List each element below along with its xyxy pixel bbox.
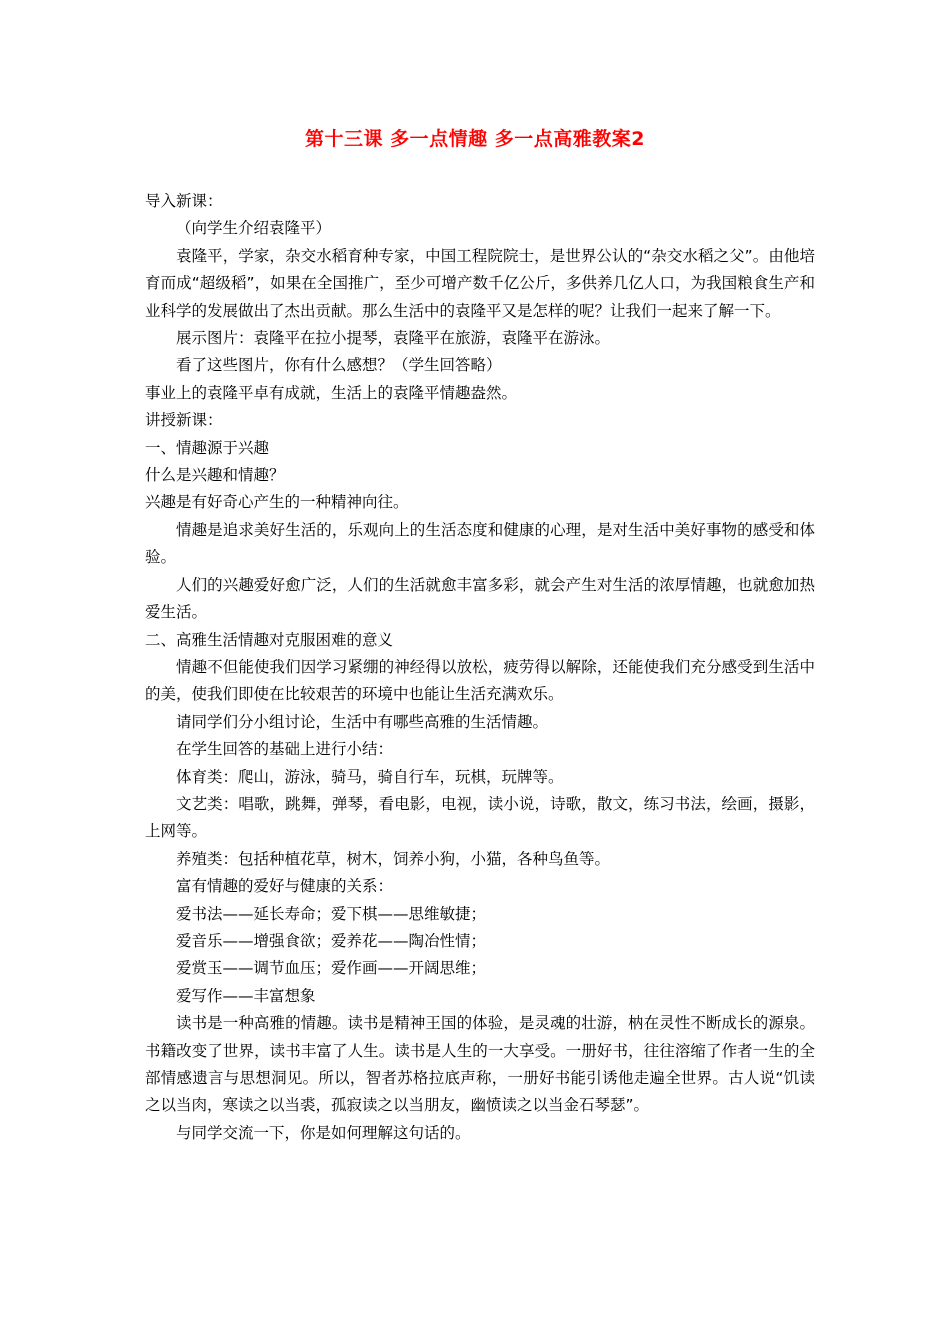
document-body xyxy=(145,188,815,1147)
list-item: 文艺类：唱歌，跳舞，弹琴，看电影，电视，读小说，诗歌，散文，练习书法，绘画，摄影，上网等。 xyxy=(145,794,815,841)
paragraph: 情趣不但能使我们因学习紧绷的神经得以放松，疲劳得以解除，还能使我们充分感受到生活中的美，使我们即使在比较艰苦的环境中也能让生活充满欢乐。 xyxy=(145,657,815,704)
list-item: 爱书法——延长寿命；爱下棋——思维敏捷； xyxy=(176,904,487,923)
page-title: 第十三课 多一点情趣 多一点高雅教案2 xyxy=(305,128,645,150)
list-item: 爱音乐——增强食欲；爱养花——陶冶性情； xyxy=(176,931,487,950)
list-item: 爱写作——丰富想象 xyxy=(176,986,316,1005)
paragraph: 读书是一种高雅的情趣。读书是精神王国的体验，是灵魂的壮游，枘在灵性不断成长的源泉。书籍改变了世界，读书丰富了人生。读书是人生的一大享受。一册好书，往往溶缩了作者一生的全部情感遗言与思想洞见。所以，智者苏格拉底声称，一册好书能引诱他走遍全世界。古人说“饥读之以当肉，寒读之以当裘，孤寂读之以当朋友，幽愤读之以当金石琴瑟”。 xyxy=(145,1014,815,1115)
paragraph: 袁隆平，学家，杂交水稻育种专家，中国工程院院士，是世界公认的“杂交水稻之父”。由他培育而成“超级稻”，如果在全国推广，至少可增产数千亿公斤，多供养几亿人口，为我国粮食生产和业科学的发展做出了杰出贡献。那么生活中的袁隆平又是怎样的呢？让我们一起来了解一下。 xyxy=(145,246,815,320)
paragraph: 什么是兴趣和情趣？ xyxy=(145,466,285,485)
section-heading: 一、情趣源于兴趣 xyxy=(145,438,270,457)
paragraph: 富有情趣的爱好与健康的关系： xyxy=(176,877,394,896)
paragraph: 事业上的袁隆平卓有成就，生活上的袁隆平情趣盎然。 xyxy=(145,383,518,402)
paragraph: 兴趣是有好奇心产生的一种精神向往。 xyxy=(145,493,409,512)
paragraph: 人们的兴趣爱好愈广泛，人们的生活就愈丰富多彩，就会产生对生活的浓厚情趣，也就愈加热爱生活。 xyxy=(145,575,815,622)
paragraph: 导入新课： xyxy=(145,192,223,210)
paragraph: 请同学们分小组讨论，生活中有哪些高雅的生活情趣。 xyxy=(176,712,549,731)
list-item: 爱赏玉——调节血压；爱作画——开阔思维； xyxy=(176,959,487,978)
section-label: 讲授新课： xyxy=(145,411,223,430)
list-item: 养殖类：包括种植花草，树木，饲养小狗，小猫，各种鸟鱼等。 xyxy=(176,849,611,868)
paragraph: 与同学交流一下，你是如何理解这句话的。 xyxy=(176,1123,471,1142)
paragraph: （向学生介绍袁隆平） xyxy=(176,219,332,238)
section-heading: 二、高雅生活情趣对克服困难的意义 xyxy=(145,630,394,649)
list-item: 体育类：爬山，游泳，骑马，骑自行车，玩棋，玩牌等。 xyxy=(176,767,564,786)
paragraph: 在学生回答的基础上进行小结： xyxy=(176,740,394,759)
paragraph: 情趣是追求美好生活的，乐观向上的生活态度和健康的心理，是对生活中美好事物的感受和体验。 xyxy=(145,520,815,567)
paragraph: 看了这些图片，你有什么感想？（学生回答略） xyxy=(176,356,502,375)
paragraph: 展示图片：袁隆平在拉小提琴，袁隆平在旅游，袁隆平在游泳。 xyxy=(176,329,611,348)
